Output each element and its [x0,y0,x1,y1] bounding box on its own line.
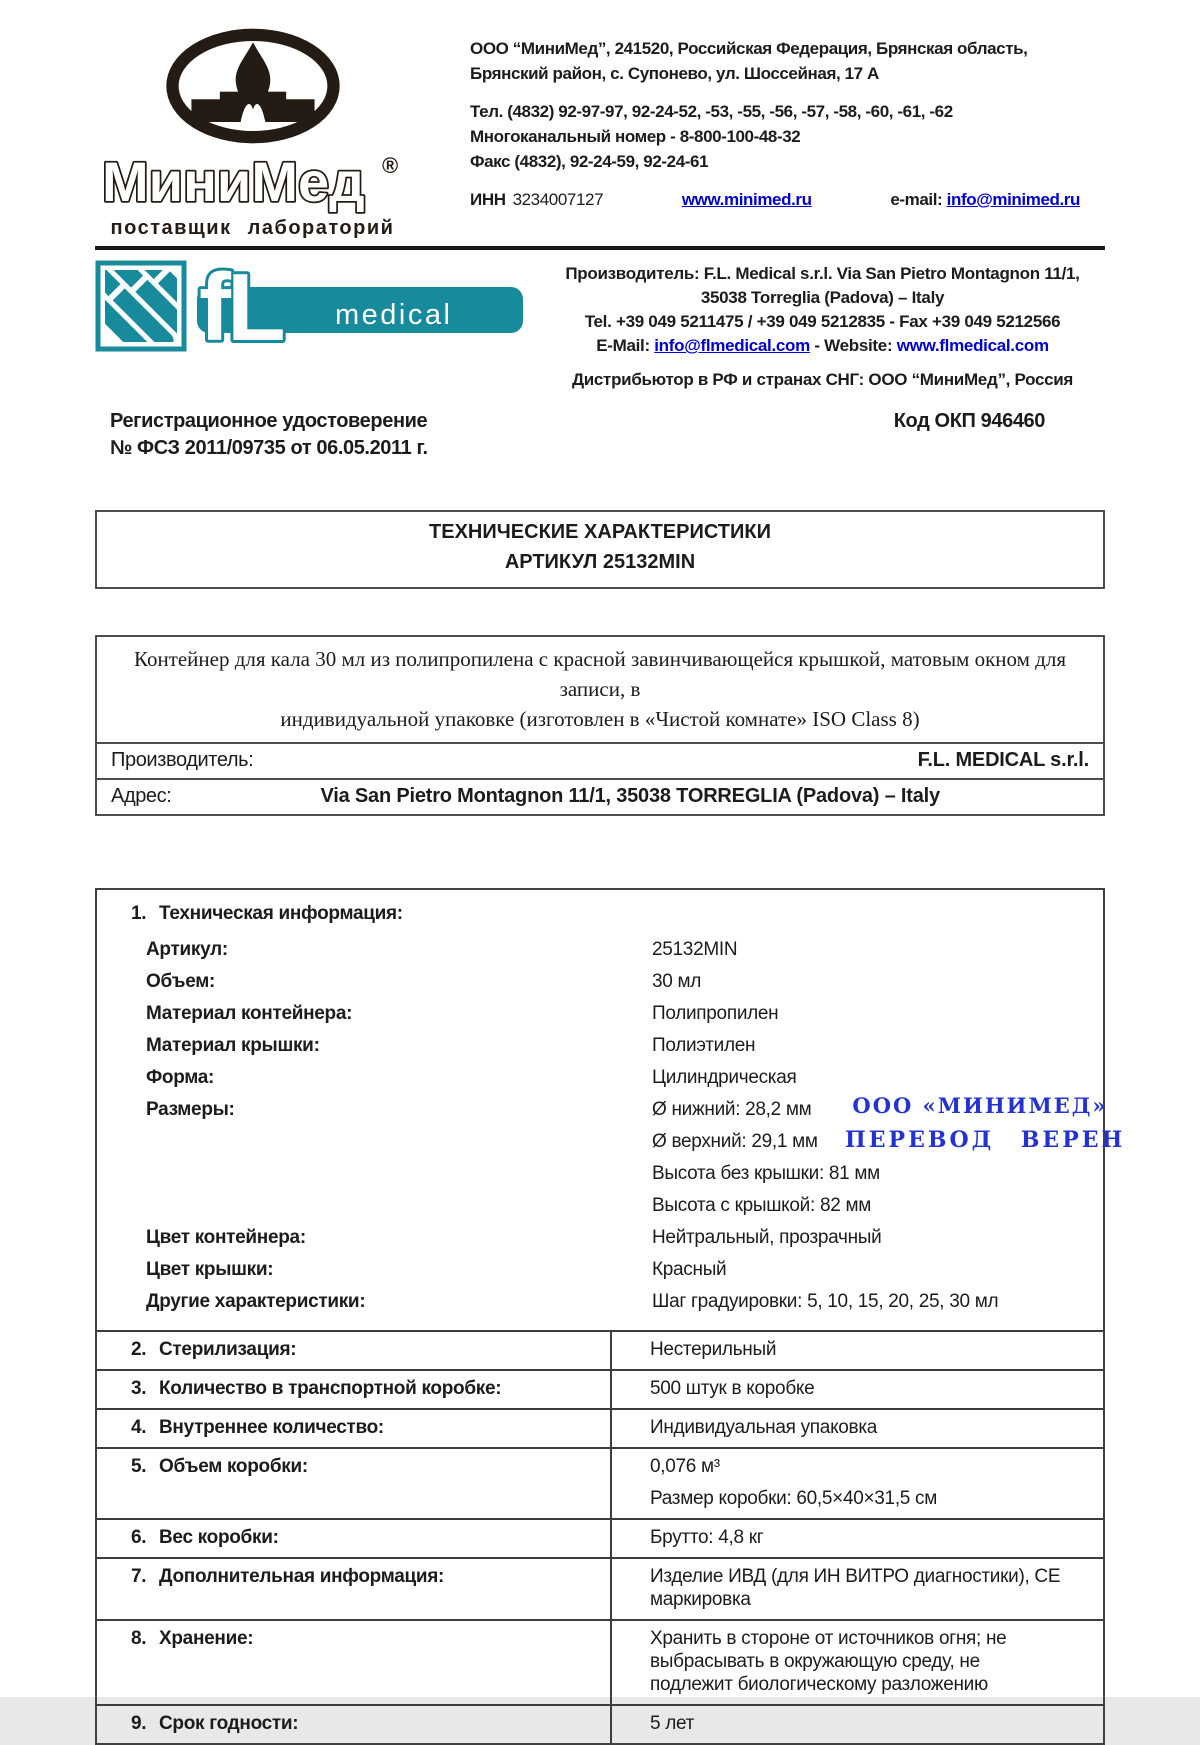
spec-row-label: 6. Вес коробки: [97,1520,612,1557]
spec-row [97,1258,1103,1281]
producer-line: 35038 Torreglia (Padova) – Italy [700,288,945,307]
registered-mark-icon: ® [381,153,398,178]
spec-row-numbered [97,1408,1103,1447]
spec-row-value: Нейтральный, прозрачный [652,1227,882,1248]
spec-section-technical [97,890,1103,1330]
spec-row [97,1066,1103,1089]
spec-row-value: Ø нижний: 28,2 мм Ø верхний: 29,1 мм Высота без крышки: 81 мм Высота с крышкой: 82 мм [652,1099,880,1216]
address-row [97,778,1103,814]
spec-row-label: 3. Количество в транспортной коробке: [97,1371,612,1408]
spec-row-label: 7. Дополнительная информация: [97,1559,612,1619]
flmedical-logo [95,260,525,357]
flmedical-logo-icon [95,260,525,352]
spec-row-label: 4. Внутреннее количество: [97,1410,612,1447]
spec-row-label: 9. Срок годности: [97,1706,612,1743]
spec-row-label: Размеры: [146,1099,235,1120]
okp-code: Код ОКП 946460 [893,410,1045,432]
email-label: E-Mail: [596,336,650,355]
registration-row [95,408,1105,462]
spec-row-value: Полиэтилен [652,1035,756,1056]
producer-label: Производитель: [111,749,254,771]
multichannel-line: Многоканальный номер - 8-800-100-48-32 [470,127,801,146]
manufacturer-info [540,260,1105,392]
flmedical-website-link[interactable]: www.flmedical.com [896,336,1049,355]
section-title: Техническая информация: [159,903,403,924]
spec-row-value: Полипропилен [652,1003,779,1024]
spec-row [97,970,1103,993]
spec-row [97,1226,1103,1249]
spec-row-label: 8. Хранение: [97,1621,612,1704]
fax-line: Факс (4832), 92-24-59, 92-24-61 [470,152,709,171]
section-number: 1. [131,903,147,924]
spec-row-value: Хранить в стороне от источников огня; не выбрасывать в окружающую среду, не подлежит биологическому разложению [650,1628,1007,1695]
spec-row-label: Материал контейнера: [146,1003,353,1024]
spec-row-label: 5. Объем коробки: [97,1449,612,1518]
registration-certificate [95,408,428,462]
registration-line: Регистрационное удостоверение [110,410,428,432]
spec-row-value: 5 лет [650,1713,695,1734]
spec-row-label: Материал крышки: [146,1035,320,1056]
header-divider [95,246,1105,250]
spec-row-numbered [97,1557,1103,1619]
candle-icon [163,28,343,144]
spec-row-label: 2. Стерилизация: [97,1332,612,1369]
inn-label: ИНН [470,190,506,209]
spec-row-value: 30 мл [652,971,702,992]
address-line: Брянский район, с. Супонево, ул. Шоссейная, 17 А [470,64,879,83]
flmedical-email-link[interactable]: info@flmedical.com [654,336,810,355]
minimed-logo [95,28,410,240]
spec-row-label: Объем: [146,971,216,992]
section-header [97,902,1103,925]
spec-row-numbered [97,1704,1103,1743]
spec-row-value: Брутто: 4,8 кг [650,1527,764,1548]
spec-row-numbered [97,1619,1103,1704]
distributor-line: Дистрибьютор в РФ и странах СНГ: ООО “МиниМед”, Россия [571,370,1074,389]
spec-row-numbered [97,1447,1103,1518]
spec-row-value: 500 штук в коробке [650,1378,815,1399]
spec-row [97,1034,1103,1057]
inn-row [470,187,1080,212]
summary-box [95,635,1105,816]
manufacturer-email-line [540,334,1105,358]
flmedical-section [95,260,1105,392]
spec-row-label: Артикул: [146,939,228,960]
article-number: АРТИКУЛ 25132MIN [504,551,696,573]
medical-letters: medical [335,299,453,331]
minimed-email-link[interactable]: info@minimed.ru [946,190,1081,209]
website-label: - Website: [814,336,893,355]
registration-number: № ФСЗ 2011/09735 от 06.05.2011 г. [110,437,428,459]
spec-title: ТЕХНИЧЕСКИЕ ХАРАКТЕРИСТИКИ [429,521,771,543]
description-line: индивидуальной упаковке (изготовлен в «Чистой комнате» ISO Class 8) [280,707,920,731]
spec-row-value: Изделие ИВД (для ИН ВИТРО диагностики), СЕ маркировка [650,1566,1061,1610]
address-value: Via San Pietro Montagnon 11/1, 35038 TORREGLIA (Padova) – Italy [320,785,940,807]
producer-line: Производитель: F.L. Medical s.r.l. Via San Pietro Montagnon 11/1, [565,264,1080,283]
fl-letters: fL [199,260,282,352]
minimed-address [470,36,1080,86]
address-line: ООО “МиниМед”, 241520, Российская Федерация, Брянская область, [470,39,1028,58]
minimed-name-text: МиниМед [101,151,365,213]
inn-value: 3234007127 [512,190,604,209]
spec-row-label: Другие характеристики: [146,1291,366,1312]
minimed-website-link[interactable]: www.minimed.ru [681,190,812,209]
spec-row-label: Цвет крышки: [146,1259,274,1280]
spec-row-value: Индивидуальная упаковка [650,1417,878,1438]
phone-line: Тел. (4832) 92-97-97, 92-24-52, -53, -55, -56, -57, -58, -60, -61, -62 [470,102,953,121]
spec-row-numbered [97,1369,1103,1408]
stamp-company: ООО «МИНИМЕД» [852,1093,1108,1118]
address-label: Адрес: [111,785,172,807]
spec-row-label: Форма: [146,1067,215,1088]
manufacturer-phone-line: Tel. +39 049 5211475 / +39 049 5212835 - Fax +39 049 5212566 [584,312,1061,331]
description-line: Контейнер для кала 30 мл из полипропилена с красной завинчивающейся крышкой, матовым окном для записи, в [133,647,1067,701]
spec-table [95,888,1126,1745]
spec-row-dimensions [97,1098,1103,1217]
spec-row-numbered [97,1330,1103,1369]
spec-row-numbered [97,1518,1103,1557]
spec-row-value: Нестерильный [650,1339,777,1360]
minimed-wordmark [98,151,408,215]
spec-row [97,938,1103,961]
spec-row-value: 0,076 м³ Размер коробки: 60,5×40×31,5 см [650,1456,938,1509]
spec-row [97,1002,1103,1025]
spec-title-box [95,510,1105,589]
stamp-text: ПЕРЕВОД ВЕРЕН [845,1127,1126,1153]
minimed-contact-block [470,28,1080,212]
top-header [95,28,1105,240]
producer-value: F.L. MEDICAL s.r.l. [917,749,1089,771]
producer-row [97,744,1103,778]
minimed-phones [470,99,1080,174]
email-label: e-mail: [890,190,943,209]
product-description [97,637,1103,744]
spec-row-value: Цилиндрическая [652,1067,797,1088]
spec-row [97,1290,1103,1313]
spec-row-label: Цвет контейнера: [146,1227,306,1248]
spec-row-value: Красный [652,1259,727,1280]
minimed-tagline: поставщик лабораторий [110,217,395,239]
spec-row-value: 25132MIN [652,939,738,960]
spec-row-value: Шаг градуировки: 5, 10, 15, 20, 25, 30 мл [652,1291,999,1312]
